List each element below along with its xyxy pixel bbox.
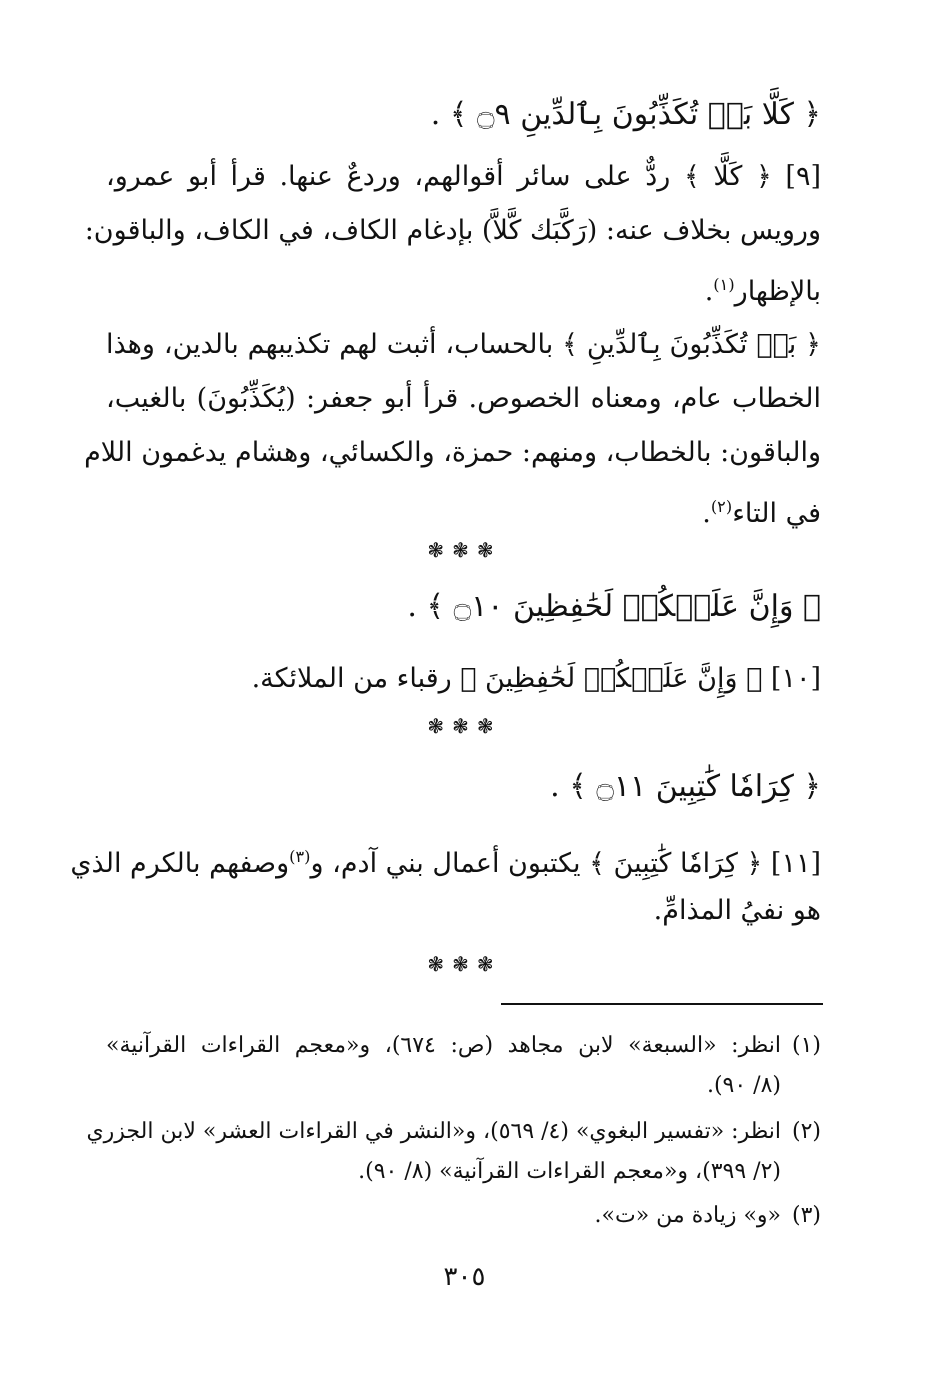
- footnote-3-number: (٣): [791, 1203, 821, 1228]
- para-9-line-1: [٩] ﴿ كَلَّا ﴾ ردٌّ على سائر أقوالهم، وردعٌ عنها. قرأ أبو عمرو،: [106, 161, 821, 192]
- page-number: ٣٠٥: [443, 1262, 486, 1292]
- para-10: [١٠] ﴿ وَإِنَّ عَلَيۡكُمۡ لَحَٰفِظِينَ ﴾ رقباء من الملائكة.: [251, 663, 821, 694]
- para-9-line-3: [106, 258, 821, 319]
- section-divider-1: ❃❃❃: [427, 538, 502, 562]
- footnote-2-line-1: انظر: «تفسير البغوي» (٤/ ٥٦٩)، و«النشر في القراءات العشر» لابن الجزري: [86, 1119, 781, 1144]
- footnote-2-number: (٢): [791, 1119, 821, 1144]
- para-9b-line-4: [106, 480, 821, 541]
- section-divider-2: ❃❃❃: [427, 714, 502, 738]
- para-9-line-3-text: بالإظهار: [734, 276, 821, 307]
- footnote-ref-3: (٣): [289, 847, 311, 866]
- para-9-line-2: ورويس بخلاف عنه: (رَكَّبَك كَّلاَّ) بإدغام الكاف، في الكاف، والباقون:: [84, 215, 821, 246]
- para-9b-line-2: الخطاب عام، ومعناه الخصوص. قرأ أبو جعفر: (يُكَذِّبُونَ) بالغيب،: [106, 383, 821, 414]
- para-9b-line-3: والباقون: بالخطاب، ومنهم: حمزة، والكسائي، وهشام يدغمون اللام: [84, 437, 821, 468]
- verse-10: ﴿ وَإِنَّ عَلَيۡكُمۡ لَحَٰفِظِينَ ۝١٠ ﴾ .: [407, 589, 821, 624]
- para-11-line-1-end: وصفهم بالكرم الذي: [70, 848, 290, 879]
- footnote-2-line-2: (٢/ ٣٩٩)، و«معجم القراءات القرآنية» (٨/ ٩٠).: [358, 1159, 781, 1184]
- section-divider-3: ❃❃❃: [427, 952, 502, 976]
- para-9b-line-1: ﴿ بَلۡ تُكَذِّبُونَ بِٱلدِّينِ ﴾ بالحساب، أثبت لهم تكذيبهم بالدين، وهذا: [106, 329, 821, 360]
- para-9b-line-4-text: في التاء: [732, 498, 821, 529]
- verse-9: ﴿ كَلَّا بَلۡ تُكَذِّبُونَ بِٱلدِّينِ ۝٩ ﴾ .: [430, 97, 821, 132]
- footnote-ref-2: (٢): [710, 497, 733, 516]
- footnote-3-line-1: «و» زيادة من «ت».: [594, 1203, 781, 1228]
- footnote-ref-1: (١): [713, 275, 735, 294]
- para-11-line-2: هو نفيُ المذامِّ.: [653, 895, 821, 926]
- para-11-line-1-start: [١١] ﴿ كِرَامٗا كَٰتِبِينَ ﴾ يكتبون أعمال بني آدم، و: [310, 848, 821, 879]
- para-9-line-3-end: .: [704, 276, 714, 307]
- footnote-1-line-1: انظر: «السبعة» لابن مجاهد (ص: ٦٧٤)، و«معجم القراءات القرآنية»: [106, 1033, 782, 1058]
- para-11-line-1: [70, 830, 821, 891]
- footnote-1-line-2: (٨/ ٩٠).: [706, 1073, 781, 1098]
- verse-11: ﴿ كِرَامٗا كَٰتِبِينَ ۝١١ ﴾ .: [550, 769, 821, 804]
- footnote-1-number: (١): [791, 1033, 821, 1058]
- para-9b-line-4-end: .: [702, 498, 711, 529]
- footnote-separator: [501, 1003, 823, 1005]
